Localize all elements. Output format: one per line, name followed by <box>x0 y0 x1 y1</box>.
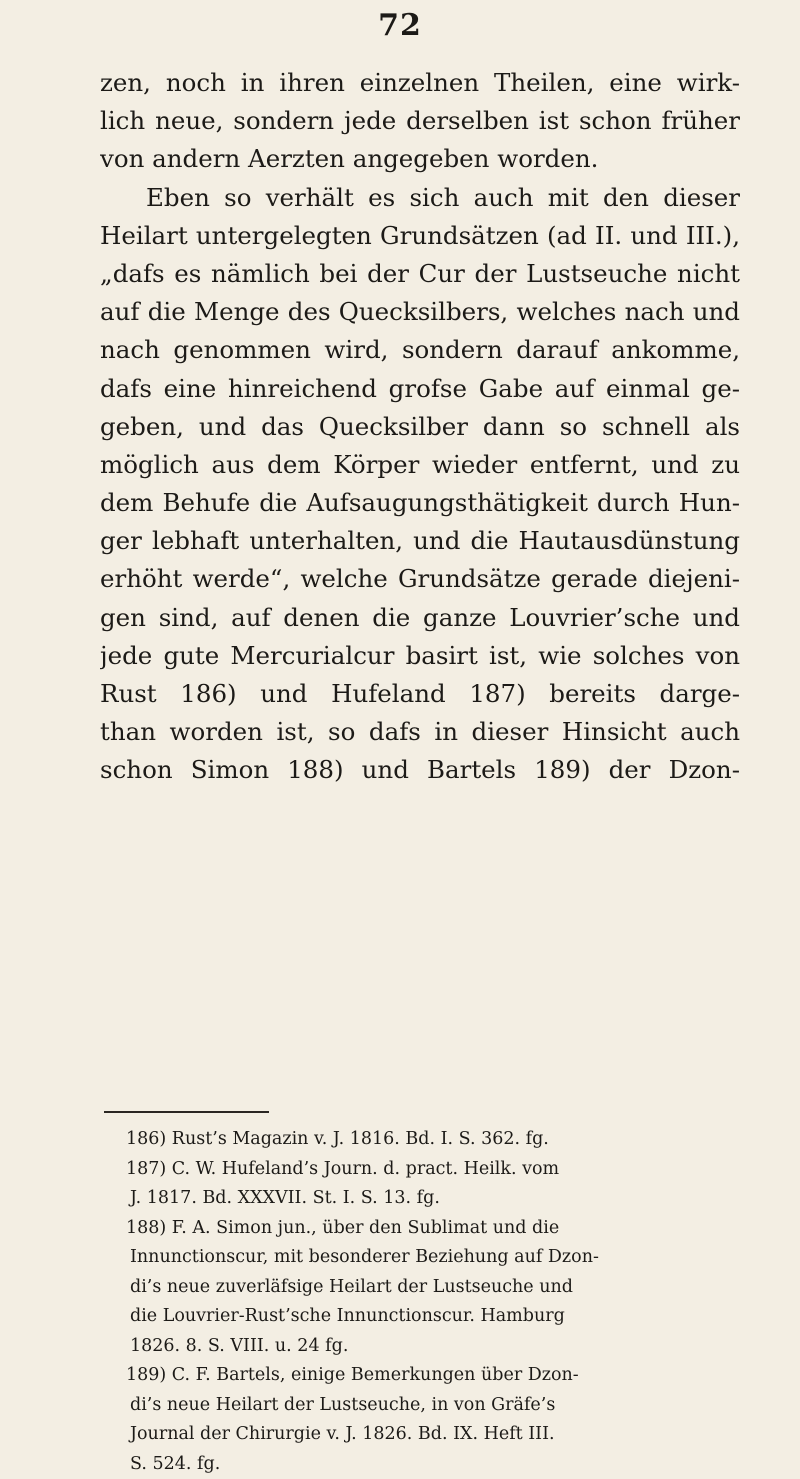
text-line: möglich aus dem Körper wieder entfernt, und zu <box>100 446 740 484</box>
footnote-189-cont: di’s neue Heilart der Lustseuche, in von Gräfe’s <box>104 1391 744 1421</box>
text-line: Eben so verhält es sich auch mit den dieser <box>100 179 740 217</box>
text-line: schon Simon 188) und Bartels 189) der Dzon- <box>100 751 740 789</box>
footnote-separator <box>104 1111 269 1113</box>
text-line: lich neue, sondern jede derselben ist schon früher <box>100 102 740 140</box>
footnote-188-cont: di’s neue zuverläfsige Heilart der Lustseuche und <box>104 1273 744 1303</box>
footnotes <box>104 1125 744 1479</box>
text-line: Rust 186) und Hufeland 187) bereits darge- <box>100 675 740 713</box>
footnote-186: 186) Rust’s Magazin v. J. 1816. Bd. I. S. 362. fg. <box>104 1125 744 1155</box>
text-line: dem Behufe die Aufsaugungsthätigkeit durch Hun- <box>100 484 740 522</box>
footnote-189: 189) C. F. Bartels, einige Bemerkungen über Dzon- <box>104 1361 744 1391</box>
footnote-187: 187) C. W. Hufeland’s Journ. d. pract. Heilk. vom <box>104 1155 744 1185</box>
text-line: nach genommen wird, sondern darauf ankomme, <box>100 331 740 369</box>
footnote-188-cont: Innunctionscur, mit besonderer Beziehung auf Dzon- <box>104 1243 744 1273</box>
footnote-189-cont: Journal der Chirurgie v. J. 1826. Bd. IX. Heft III. <box>104 1420 744 1450</box>
text-line: von andern Aerzten angegeben worden. <box>100 140 740 178</box>
text-line: zen, noch in ihren einzelnen Theilen, eine wirk- <box>100 64 740 102</box>
text-line: Heilart untergelegten Grundsätzen (ad II. und III.), <box>100 217 740 255</box>
text-line: gen sind, auf denen die ganze Louvrier’sche und <box>100 599 740 637</box>
text-line: geben, und das Quecksilber dann so schnell als <box>100 408 740 446</box>
footnote-188: 188) F. A. Simon jun., über den Sublimat und die <box>104 1214 744 1244</box>
body-text <box>100 64 740 790</box>
footnote-188-cont: die Louvrier-Rust’sche Innunctionscur. Hamburg <box>104 1302 744 1332</box>
footnote-188-cont: 1826. 8. S. VIII. u. 24 fg. <box>104 1332 744 1362</box>
text-line: erhöht werde“, welche Grundsätze gerade diejeni- <box>100 560 740 598</box>
text-line: ger lebhaft unterhalten, und die Hautausdünstung <box>100 522 740 560</box>
footnote-189-cont: S. 524. fg. <box>104 1450 744 1479</box>
page-number: 72 <box>0 8 800 43</box>
text-line: auf die Menge des Quecksilbers, welches nach und <box>100 293 740 331</box>
footnote-187-cont: J. 1817. Bd. XXXVII. St. I. S. 13. fg. <box>104 1184 744 1214</box>
text-line: jede gute Mercurialcur basirt ist, wie solches von <box>100 637 740 675</box>
text-line: dafs eine hinreichend grofse Gabe auf einmal ge- <box>100 370 740 408</box>
text-line: „dafs es nämlich bei der Cur der Lustseuche nicht <box>100 255 740 293</box>
text-line: than worden ist, so dafs in dieser Hinsicht auch <box>100 713 740 751</box>
